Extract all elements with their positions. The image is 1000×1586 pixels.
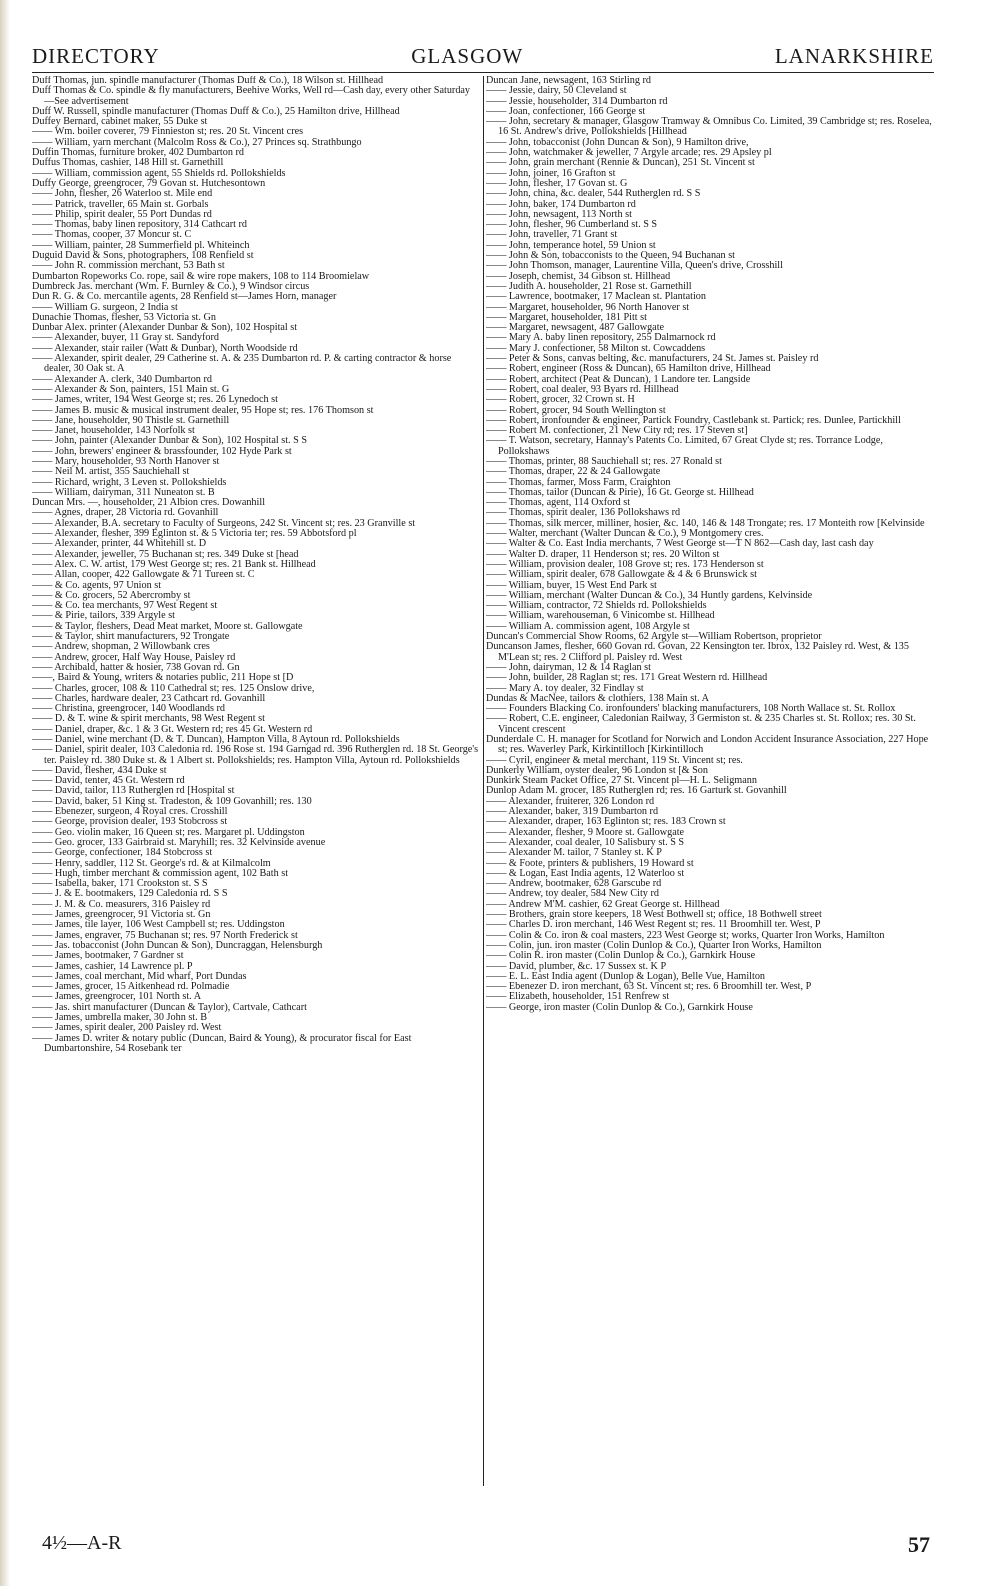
directory-entry: —— John, joiner, 16 Grafton st — [486, 167, 616, 179]
directory-entry: —— James B. music & musical instrument dealer, 95 Hope st; res. 176 Thomson st — [32, 404, 374, 416]
directory-entry: —— Alexander A. clerk, 340 Dumbarton rd — [32, 373, 212, 385]
directory-entry: —— Daniel, spirit dealer, 103 Caledonia rd. 196 Rose st. 194 Garngad rd. 396 Rutherglen rd. 18 St. George's ter. Paisley rd. 380 Duke st. & 1 Albert st. Pollokshields; res. Hampton Villa, Aytoun rd. Pollokshields — [32, 744, 479, 766]
directory-entry: —— Janet, householder, 143 Norfolk st — [32, 425, 195, 437]
directory-entry: —— John, tobacconist (John Duncan & Son), 9 Hamilton drive, — [486, 136, 749, 148]
directory-entry: —— Thomas, farmer, Moss Farm, Craighton — [486, 476, 671, 488]
directory-entry: —— James, engraver, 75 Buchanan st; res. 97 North Frederick st — [32, 929, 298, 941]
directory-entry: —— & Co. grocers, 52 Abercromby st — [32, 589, 191, 601]
directory-entry: —— Peter & Sons, canvas belting, &c. manufacturers, 24 St. James st. Paisley rd — [486, 353, 819, 365]
directory-entry: —— Alexander, draper, 163 Eglinton st; res. 183 Crown st — [486, 816, 726, 828]
directory-entry: Dumbarton Ropeworks Co. rope, sail & wire rope makers, 108 to 114 Broomielaw — [32, 270, 370, 282]
directory-entry: —— John, newsagent, 113 North st — [486, 208, 632, 220]
directory-entry: —— D. & T. wine & spirit merchants, 98 West Regent st — [32, 713, 265, 725]
directory-entry: —— William, spirit dealer, 678 Gallowgate & 4 & 6 Brunswick st — [486, 569, 757, 581]
directory-entry: —— John, painter (Alexander Dunbar & Son), 102 Hospital st. S S — [32, 435, 308, 447]
directory-entry: —— Jessie, householder, 314 Dumbarton rd — [486, 95, 668, 107]
directory-entry: Duncan Jane, newsagent, 163 Stirling rd — [486, 76, 651, 86]
directory-entry: Dunkirk Steam Packet Office, 27 St. Vincent pl—H. L. Seligmann — [486, 775, 757, 787]
directory-entry: Duffy George, greengrocer, 79 Govan st. Hutchesontown — [32, 177, 266, 189]
directory-entry: —— Thomas, tailor (Duncan & Pirie), 16 Gt. George st. Hillhead — [486, 486, 754, 498]
directory-entry: Dunachie Thomas, flesher, 53 Victoria st. Gn — [32, 311, 216, 323]
directory-entry: —— Alex. C. W. artist, 179 West George st; res. 21 Bank st. Hillhead — [32, 558, 316, 570]
directory-entry: —— Thomas, cooper, 37 Moncur st. C — [32, 229, 192, 241]
directory-entry: —— David, baker, 51 King st. Tradeston, & 109 Govanhill; res. 130 — [32, 795, 312, 807]
directory-entry: —— Charles D. iron merchant, 146 West Regent st; res. 11 Broomhill ter. West, P — [486, 919, 821, 931]
directory-entry: —— George, confectioner, 184 Stobcross st — [32, 847, 213, 859]
directory-entry: —— Alexander M. tailor, 7 Stanley st. K P — [486, 847, 662, 859]
left-column — [32, 76, 480, 1486]
directory-entry: —— Alexander, buyer, 11 Gray st. Sandyford — [32, 332, 219, 344]
directory-entry: —— Geo. violin maker, 16 Queen st; res. Margaret pl. Uddingston — [32, 826, 305, 838]
directory-entry: —— J. & E. bootmakers, 129 Caledonia rd. S S — [32, 888, 228, 900]
directory-entry: —— William, commission agent, 55 Shields rd. Pollokshields — [32, 167, 286, 179]
directory-entry: —— James, grocer, 15 Aitkenhead rd. Polmadie — [32, 981, 230, 993]
directory-entry: —— Andrew, bootmaker, 628 Garscube rd — [486, 878, 662, 890]
directory-entry: —— Richard, wright, 3 Leven st. Pollokshields — [32, 476, 227, 488]
directory-entry: Duguid David & Sons, photographers, 108 Renfield st — [32, 250, 254, 262]
directory-entry: —— & Logan, East India agents, 12 Waterloo st — [486, 867, 685, 879]
directory-entry: —— & Co. tea merchants, 97 West Regent st — [32, 600, 218, 612]
directory-entry: —— Jas. tobacconist (John Duncan & Son), Duncraggan, Helensburgh — [32, 939, 323, 951]
directory-entry: —— Founders Blacking Co. ironfounders' blacking manufacturers, 108 North Wallace st. St. Rollox — [486, 703, 896, 715]
directory-entry: —— Thomas, agent, 114 Oxford st — [486, 497, 631, 509]
directory-entry: —— George, iron master (Colin Dunlop & Co.), Garnkirk House — [486, 1001, 753, 1013]
directory-entry: —— James, umbrella maker, 30 John st. B — [32, 1012, 208, 1024]
directory-entry: —— Thomas, baby linen repository, 314 Cathcart rd — [32, 219, 248, 231]
directory-entry: —— Alexander, flesher, 399 Eglinton st. & 5 Victoria ter; res. 59 Abbotsford pl — [32, 528, 357, 540]
directory-entry: —— Wm. boiler coverer, 79 Finnieston st; res. 20 St. Vincent cres — [32, 126, 304, 138]
directory-entry: —— T. Watson, secretary, Hannay's Patents Co. Limited, 67 Great Clyde st; res. Torrance Lodge, Pollokshaws — [486, 435, 883, 457]
directory-entry: —— Alexander, flesher, 9 Moore st. Gallowgate — [486, 826, 685, 838]
directory-entry: —— Alexander, baker, 319 Dumbarton rd — [486, 806, 659, 818]
directory-entry: —— Alexander, coal dealer, 10 Salisbury st. S S — [486, 836, 685, 848]
directory-entry: —— Charles, grocer, 108 & 110 Cathedral st; res. 125 Onslow drive, — [32, 682, 315, 694]
directory-columns — [32, 76, 934, 1486]
directory-entry: Duncan Mrs. —, householder, 21 Albion cres. Dowanhill — [32, 497, 266, 509]
directory-entry: —— James, bootmaker, 7 Gardner st — [32, 950, 184, 962]
directory-entry: Dumbreck Jas. merchant (Wm. F. Burnley & Co.), 9 Windsor circus — [32, 280, 310, 292]
directory-entry: —— Margaret, householder, 181 Pitt st — [486, 311, 647, 323]
column-divider — [483, 76, 484, 1486]
directory-entry: —— J. M. & Co. measurers, 316 Paisley rd — [32, 898, 211, 910]
directory-entry: —— George, provision dealer, 193 Stobcross st — [32, 816, 228, 828]
directory-entry: —— Alexander, jeweller, 75 Buchanan st; res. 349 Duke st [head — [32, 548, 299, 560]
directory-entry: —— Robert, coal dealer, 93 Byars rd. Hillhead — [486, 383, 679, 395]
directory-entry: —— Margaret, newsagent, 487 Gallowgate — [486, 322, 665, 334]
header-right: LANARKSHIRE — [774, 44, 934, 68]
directory-entry: —— James, greengrocer, 101 North st. A — [32, 991, 202, 1003]
directory-entry: —— John, brewers' engineer & brassfounder, 102 Hyde Park st — [32, 445, 292, 457]
directory-entry: —— Thomas, spirit dealer, 136 Pollokshaws rd — [486, 507, 681, 519]
directory-entry: —— David, tenter, 45 Gt. Western rd — [32, 775, 185, 787]
directory-entry: —— Alexander, stair railer (Watt & Dunbar), North Woodside rd — [32, 342, 298, 354]
directory-entry: —— Walter D. draper, 11 Henderson st; res. 20 Wilton st — [486, 548, 720, 560]
directory-entry: —— Alexander, fruiterer, 326 London rd — [486, 795, 655, 807]
directory-entry: —— John R. commission merchant, 53 Bath st — [32, 260, 225, 272]
directory-entry: —— James, greengrocer, 91 Victoria st. Gn — [32, 909, 211, 921]
directory-entry: —— Joan, confectioner, 166 George st — [486, 105, 646, 117]
directory-entry: —— John, flesher, 26 Waterloo st. Mile end — [32, 188, 213, 200]
directory-entry: Duncanson James, flesher, 660 Govan rd. Govan, 22 Kensington ter. Ibrox, 132 Paisley rd. West, & 135 M'Lean st; res. 2 Clifford pl. Paisley rd. West — [486, 641, 909, 663]
directory-entry: —— Jas. shirt manufacturer (Duncan & Taylor), Cartvale, Cathcart — [32, 1001, 307, 1013]
directory-entry: —— Thomas, silk mercer, milliner, hosier, &c. 140, 146 & 148 Trongate; res. 17 Monteith row [Kelvinside — [486, 517, 925, 529]
signature-mark: 4½—A-R — [42, 1532, 122, 1554]
directory-entry: Duff W. Russell, spindle manufacturer (Thomas Duff & Co.), 25 Hamilton drive, Hillhead — [32, 105, 400, 117]
directory-entry: —— David, plumber, &c. 17 Sussex st. K P — [486, 960, 667, 972]
directory-entry: —— John, dairyman, 12 & 14 Raglan st — [486, 661, 651, 673]
directory-entry: —— Geo. grocer, 133 Gairbraid st. Maryhill; res. 32 Kelvinside avenue — [32, 836, 326, 848]
directory-entry: —— Robert, C.E. engineer, Caledonian Railway, 3 Germiston st. & 235 Charles st. St. Rollox; res. 30 St. Vincent crescent — [486, 713, 916, 735]
directory-entry: —— Philip, spirit dealer, 55 Port Dundas rd — [32, 208, 212, 220]
header-left: DIRECTORY — [32, 44, 160, 68]
directory-entry: —— Robert, ironfounder & engineer, Partick Foundry, Castlebank st. Partick; res. Dunlee, Partickhill — [486, 414, 901, 426]
directory-entry: —— Andrew, grocer, Half Way House, Paisley rd — [32, 651, 236, 663]
directory-entry: —— John, watchmaker & jeweller, 7 Argyle arcade; res. 29 Apsley pl — [486, 147, 772, 159]
directory-entry: —— David, tailor, 113 Rutherglen rd [Hospital st — [32, 785, 235, 797]
directory-entry: —— James, writer, 194 West George st; res. 26 Lynedoch st — [32, 394, 278, 406]
directory-entry: —— Mary A. baby linen repository, 255 Dalmarnock rd — [486, 332, 716, 344]
directory-entry: Dunkerly William, oyster dealer, 96 London st [& Son — [486, 764, 708, 776]
directory-entry: —— Joseph, chemist, 34 Gibson st. Hillhead — [486, 270, 671, 282]
directory-entry: —— William A. commission agent, 108 Argyle st — [486, 620, 690, 632]
directory-entry: —— Thomas, printer, 88 Sauchiehall st; res. 27 Ronald st — [486, 455, 722, 467]
directory-entry: —— William, merchant (Walter Duncan & Co.), 34 Huntly gardens, Kelvinside — [486, 589, 813, 601]
directory-entry: —— Colin, jun. iron master (Colin Dunlop & Co.), Quarter Iron Works, Hamilton — [486, 939, 822, 951]
directory-entry: —— John, baker, 174 Dumbarton rd — [486, 198, 636, 210]
directory-entry: —— Archibald, hatter & hosier, 738 Govan rd. Gn — [32, 661, 240, 673]
directory-entry: —— Jessie, dairy, 50 Cleveland st — [486, 85, 627, 97]
directory-entry: —— John, temperance hotel, 59 Union st — [486, 239, 656, 251]
directory-entry: —— Robert, engineer (Ross & Duncan), 65 Hamilton drive, Hillhead — [486, 363, 771, 375]
directory-entry: —— Jane, householder, 90 Thistle st. Garnethill — [32, 414, 230, 426]
directory-entry: —— Ebenezer D. iron merchant, 63 St. Vincent st; res. 6 Broomhill ter. West, P — [486, 981, 812, 993]
directory-entry: —— John, grain merchant (Rennie & Duncan), 251 St. Vincent st — [486, 157, 755, 169]
directory-entry: —— Brothers, grain store keepers, 18 West Bothwell st; office, 18 Bothwell street — [486, 909, 822, 921]
directory-entry: —— Neil M. artist, 355 Sauchiehall st — [32, 466, 190, 478]
directory-entry: —— William, warehouseman, 6 Vinicombe st. Hillhead — [486, 610, 715, 622]
directory-entry: —— Alexander, B.A. secretary to Faculty of Surgeons, 242 St. Vincent st; res. 23 Granville st — [32, 517, 416, 529]
directory-entry: —— James, cashier, 14 Lawrence pl. P — [32, 960, 193, 972]
directory-entry: Dundas & MacNee, tailors & clothiers, 138 Main st. A — [486, 692, 709, 704]
directory-entry: —— Andrew, shopman, 2 Willowbank cres — [32, 641, 210, 653]
directory-entry: —— James D. writer & notary public (Duncan, Baird & Young), & procurator fiscal for East Dumbartonshire, 54 Rosebank ter — [32, 1032, 412, 1054]
directory-entry: —— Mary A. toy dealer, 32 Findlay st — [486, 682, 644, 694]
directory-entry: —— Ebenezer, surgeon, 4 Royal cres. Crosshill — [32, 806, 228, 818]
directory-entry: —— Agnes, draper, 28 Victoria rd. Govanhill — [32, 507, 219, 519]
directory-entry: —— Walter, merchant (Walter Duncan & Co.), 9 Montgomery cres. — [486, 528, 764, 540]
directory-entry: —— Cyril, engineer & metal merchant, 119 St. Vincent st; res. — [486, 754, 743, 766]
directory-entry: —— William G. surgeon, 2 India st — [32, 301, 178, 313]
directory-entry: —— Andrew, toy dealer, 584 New City rd — [486, 888, 659, 900]
directory-entry: —— & Taylor, shirt manufacturers, 92 Trongate — [32, 631, 230, 643]
directory-entry: —— William, buyer, 15 West End Park st — [486, 579, 657, 591]
directory-entry: —— John, china, &c. dealer, 544 Rutherglen rd. S S — [486, 188, 701, 200]
directory-entry: —— & Taylor, fleshers, Dead Meat market, Moore st. Gallowgate — [32, 620, 303, 632]
directory-entry: ——, Baird & Young, writers & notaries public, 211 Hope st [D — [32, 672, 294, 684]
directory-entry: Dunbar Alex. printer (Alexander Dunbar & Son), 102 Hospital st — [32, 322, 298, 334]
directory-entry: —— Colin & Co. iron & coal masters, 223 West George st; works, Quarter Iron Works, Hamilton — [486, 929, 885, 941]
directory-entry: —— Colin R. iron master (Colin Dunlop & Co.), Garnkirk House — [486, 950, 756, 962]
directory-entry: —— Christina, greengrocer, 140 Woodlands rd — [32, 703, 225, 715]
directory-entry: —— Robert, grocer, 94 South Wellington st — [486, 404, 666, 416]
directory-entry: —— & Co. agents, 97 Union st — [32, 579, 162, 591]
directory-entry: —— Robert, architect (Peat & Duncan), 1 Landore ter. Langside — [486, 373, 751, 385]
directory-entry: Duffus Thomas, cashier, 148 Hill st. Garnethill — [32, 157, 224, 169]
directory-entry: —— Daniel, draper, &c. 1 & 3 Gt. Western rd; res 45 Gt. Western rd — [32, 723, 313, 735]
directory-entry: Duffey Bernard, cabinet maker, 55 Duke st — [32, 116, 208, 128]
directory-entry: —— Robert, grocer, 32 Crown st. H — [486, 394, 635, 406]
directory-entry: —— E. L. East India agent (Dunlop & Logan), Belle Vue, Hamilton — [486, 970, 766, 982]
directory-entry: Dun R. G. & Co. mercantile agents, 28 Renfield st—James Horn, manager — [32, 291, 337, 303]
directory-entry: —— Mary, householder, 93 North Hanover st — [32, 455, 220, 467]
directory-entry: —— Patrick, traveller, 65 Main st. Gorbals — [32, 198, 209, 210]
directory-entry: —— & Foote, printers & publishers, 19 Howard st — [486, 857, 694, 869]
right-column — [486, 76, 934, 1486]
page-footer — [32, 1532, 934, 1558]
directory-entry: —— William, contractor, 72 Shields rd. Pollokshields — [486, 600, 707, 612]
directory-entry: —— Robert M. confectioner, 21 New City rd; res. 17 Steven st] — [486, 425, 748, 437]
directory-entry: —— Lawrence, bootmaker, 17 Maclean st. Plantation — [486, 291, 706, 303]
directory-entry: —— Alexander, spirit dealer, 29 Catherine st. A. & 235 Dumbarton rd. P. & carting contractor & horse dealer, 30 Oak st. A — [32, 353, 452, 375]
directory-entry: —— William, dairyman, 311 Nuneaton st. B — [32, 486, 215, 498]
directory-entry: —— William, painter, 28 Summerfield pl. Whiteinch — [32, 239, 250, 251]
directory-entry: Duffin Thomas, furniture broker, 402 Dumbarton rd — [32, 147, 244, 159]
directory-entry: Dunderdale C. H. manager for Scotland for Norwich and London Accident Insurance Association, 227 Hope st; res. Waverley Park, Kirkintilloch [Kirkintilloch — [486, 734, 929, 756]
directory-entry: —— Hugh, timber merchant & commission agent, 102 Bath st — [32, 867, 289, 879]
directory-entry: Duff Thomas, jun. spindle manufacturer (Thomas Duff & Co.), 18 Wilson st. Hillhead — [32, 76, 384, 86]
directory-entry: —— Mary J. confectioner, 58 Milton st. Cowcaddens — [486, 342, 706, 354]
directory-entry: —— Elizabeth, householder, 151 Renfrew st — [486, 991, 670, 1003]
directory-entry: —— James, spirit dealer, 200 Paisley rd. West — [32, 1022, 222, 1034]
directory-entry: —— John & Son, tobacconists to the Queen, 94 Buchanan st — [486, 250, 735, 262]
directory-entry: —— James, coal merchant, Mid wharf, Port Dundas — [32, 970, 247, 982]
directory-page — [32, 44, 934, 1557]
directory-entry: Duff Thomas & Co. spindle & fly manufacturers, Beehive Works, Well rd—Cash day, every other Saturday—See advertisement — [32, 85, 471, 107]
directory-entry: —— Andrew M'M. cashier, 62 Great George st. Hillhead — [486, 898, 720, 910]
directory-entry: —— Daniel, wine merchant (D. & T. Duncan), Hampton Villa, 8 Aytoun rd. Pollokshields — [32, 734, 400, 745]
page-number: 57 — [908, 1532, 930, 1557]
directory-entry: —— Walter & Co. East India merchants, 7 West George st—T N 862—Cash day, last cash day — [486, 538, 874, 550]
directory-entry: —— John, secretary & manager, Glasgow Tramway & Omnibus Co. Limited, 39 Cambridge st; res. Roselea, 16 St. Andrew's drive, Pollokshields [Hillhead — [486, 116, 932, 138]
directory-entry: —— Thomas, draper, 22 & 24 Gallowgate — [486, 466, 661, 478]
header-rule — [32, 72, 934, 73]
page-binding-edge — [0, 0, 10, 1586]
directory-entry: —— John, flesher, 96 Cumberland st. S S — [486, 219, 658, 231]
directory-entry: —— William, yarn merchant (Malcolm Ross & Co.), 27 Princes sq. Strathbungo — [32, 136, 362, 148]
directory-entry: —— Alexander, printer, 44 Whitehill st. D — [32, 538, 207, 550]
directory-entry: —— William, provision dealer, 108 Grove st; res. 173 Henderson st — [486, 558, 764, 570]
directory-entry: Duncan's Commercial Show Rooms, 62 Argyle st—William Robertson, proprietor — [486, 631, 822, 643]
header-center: GLASGOW — [411, 44, 524, 68]
directory-entry: Dunlop Adam M. grocer, 185 Rutherglen rd; res. 16 Garturk st. Govanhill — [486, 785, 787, 797]
directory-entry: —— Judith A. householder, 21 Rose st. Garnethill — [486, 280, 692, 292]
directory-entry: —— Alexander & Son, painters, 151 Main st. G — [32, 383, 230, 395]
directory-entry: —— John, flesher, 17 Govan st. G — [486, 177, 628, 189]
directory-entry: —— Margaret, householder, 96 North Hanover st — [486, 301, 690, 313]
directory-entry: —— David, flesher, 434 Duke st — [32, 764, 167, 776]
directory-entry: —— James, tile layer, 106 West Campbell st; res. Uddingston — [32, 919, 285, 931]
directory-entry: —— John, builder, 28 Raglan st; res. 171 Great Western rd. Hillhead — [486, 672, 768, 684]
directory-entry: —— Isabella, baker, 171 Crookston st. S S — [32, 878, 208, 890]
directory-entry: —— John, traveller, 71 Grant st — [486, 229, 618, 241]
directory-entry: —— Henry, saddler, 112 St. George's rd. & at Kilmalcolm — [32, 857, 271, 869]
directory-entry: —— John Thomson, manager, Laurentine Villa, Queen's drive, Crosshill — [486, 260, 783, 272]
directory-entry: —— Charles, hardware dealer, 23 Cathcart rd. Govanhill — [32, 692, 266, 704]
running-header — [32, 44, 934, 70]
directory-entry: —— Allan, cooper, 422 Gallowgate & 71 Tureen st. C — [32, 569, 255, 581]
directory-entry: —— & Pirie, tailors, 339 Argyle st — [32, 610, 175, 622]
